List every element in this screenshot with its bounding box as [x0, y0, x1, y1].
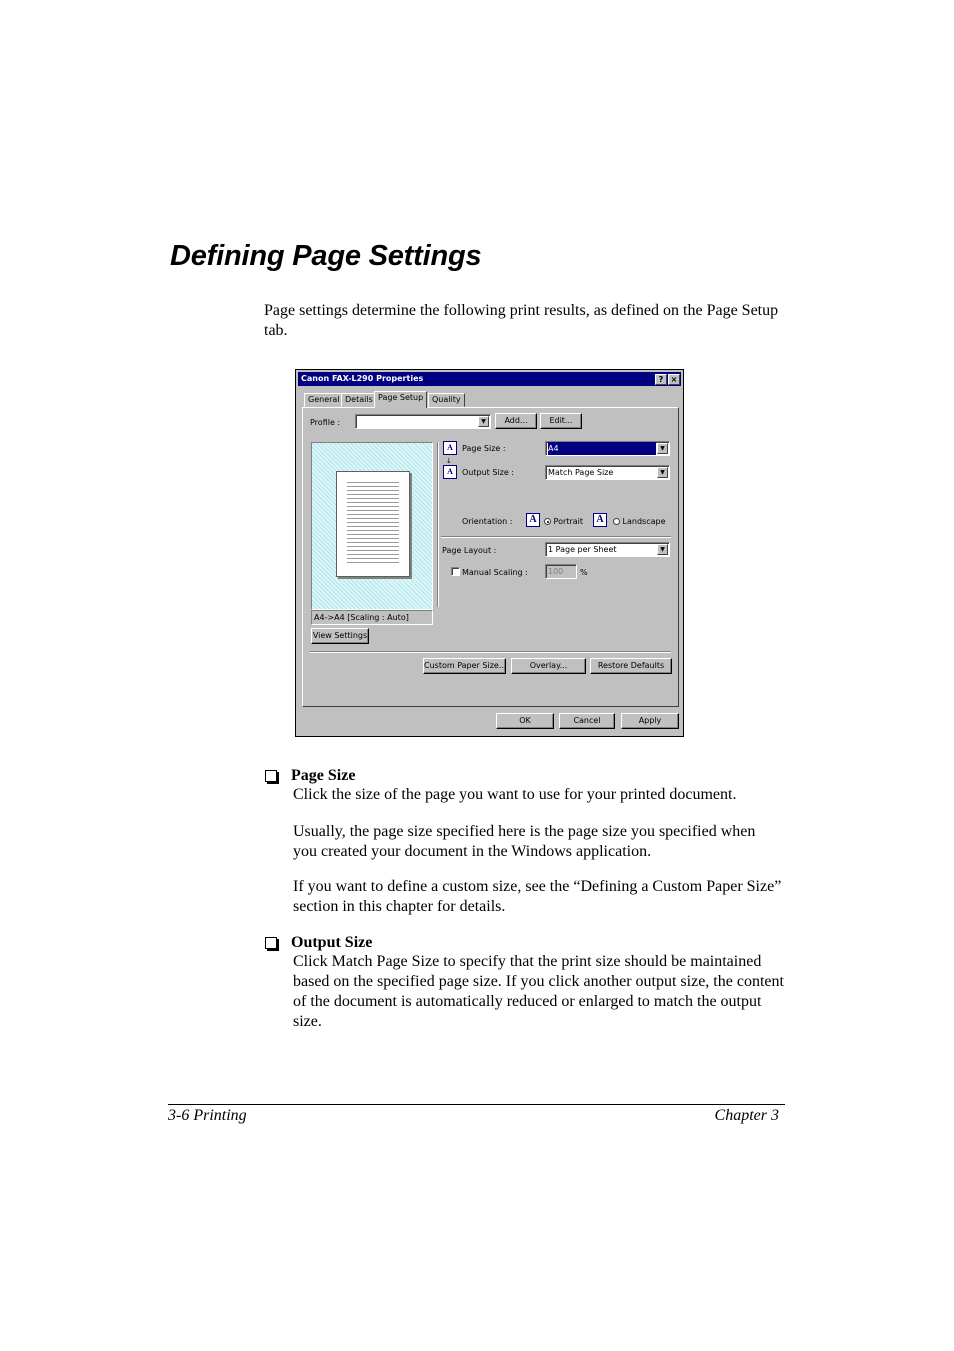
scaling-input[interactable]: 100 — [545, 564, 577, 579]
add-button[interactable]: Add... — [495, 413, 537, 429]
profile-select[interactable] — [355, 414, 491, 429]
page-size-icon: A — [443, 441, 457, 455]
arrow-down-icon: ↓ — [446, 457, 452, 465]
intro-paragraph: Page settings determine the following print results, as defined on the Page Setup tab. — [264, 302, 779, 339]
orientation-label: Orientation : — [462, 517, 513, 526]
page-size-para-1: Click the size of the page you want to use for your printed document. — [293, 786, 737, 803]
landscape-icon: A — [593, 513, 607, 527]
page-size-para-3: If you want to define a custom size, see the “Defining a Custom Paper Size” section in this chapter for details. — [293, 878, 782, 915]
tab-details[interactable]: Details — [341, 393, 377, 407]
chevron-down-icon[interactable]: ▼ — [478, 416, 489, 427]
preview-sheet — [336, 471, 410, 577]
properties-dialog — [295, 369, 684, 737]
landscape-radio[interactable] — [613, 518, 620, 525]
view-settings-button[interactable]: View Settings — [311, 628, 369, 644]
page-size-label: Page Size : — [462, 444, 506, 453]
section-title-page-size: Page Size — [291, 767, 356, 784]
portrait-option[interactable]: Portrait — [544, 517, 583, 527]
restore-defaults-button[interactable]: Restore Defaults — [590, 658, 672, 674]
manual-scaling-checkbox[interactable] — [451, 567, 460, 576]
page-size-para-2: Usually, the page size specified here is the page size you specified when you created your document in the Windows application. — [293, 823, 756, 860]
footer-right: Chapter 3 — [714, 1107, 779, 1124]
tab-quality[interactable]: Quality — [428, 393, 465, 407]
ok-button[interactable]: OK — [496, 713, 554, 729]
profile-label: Profile : — [310, 418, 341, 427]
page-layout-label: Page Layout : — [442, 546, 497, 555]
cancel-button[interactable]: Cancel — [559, 713, 615, 729]
bullet-icon — [265, 770, 277, 782]
output-size-icon: A — [443, 465, 457, 479]
layout-divider — [441, 536, 671, 538]
footer-left: 3-6 Printing — [168, 1107, 247, 1124]
preview-text-lines — [347, 482, 399, 564]
dialog-title: Canon FAX-L290 Properties — [301, 374, 424, 383]
bullet-icon — [265, 937, 277, 949]
preview-caption: A4->A4 [Scaling : Auto] — [311, 610, 433, 625]
dialog-titlebar — [298, 372, 681, 386]
overlay-button[interactable]: Overlay... — [511, 658, 586, 674]
page-preview — [311, 442, 433, 610]
output-size-select[interactable]: Match Page Size ▼ — [545, 465, 670, 480]
close-icon[interactable]: × — [668, 374, 680, 385]
apply-button[interactable]: Apply — [621, 713, 679, 729]
chevron-down-icon[interactable]: ▼ — [657, 544, 668, 555]
chevron-down-icon[interactable]: ▼ — [657, 443, 668, 454]
tab-general[interactable]: General — [304, 393, 344, 407]
edit-button[interactable]: Edit... — [540, 413, 582, 429]
output-size-para-1: Click Match Page Size to specify that the print size should be maintained based on the specified page size. If you click another output size, the content of the document is automatically reduced or enlarged to match the output size. — [293, 953, 784, 1030]
page-title: Defining Page Settings — [170, 240, 482, 272]
page-layout-select[interactable]: 1 Page per Sheet ▼ — [545, 542, 670, 557]
output-size-label: Output Size : — [462, 468, 514, 477]
percent-label: % — [580, 568, 588, 577]
vertical-divider — [437, 442, 439, 607]
chevron-down-icon[interactable]: ▼ — [657, 467, 668, 478]
bottom-divider — [310, 651, 671, 653]
footer-rule — [168, 1104, 785, 1105]
portrait-icon: A — [526, 513, 540, 527]
portrait-radio[interactable] — [544, 518, 551, 525]
landscape-option[interactable]: Landscape — [613, 517, 666, 527]
page-size-select[interactable]: A4 ▼ — [545, 441, 670, 456]
section-title-output-size: Output Size — [291, 934, 373, 951]
tab-page-setup[interactable]: Page Setup — [374, 391, 427, 408]
custom-paper-size-button[interactable]: Custom Paper Size... — [423, 658, 506, 674]
help-icon[interactable]: ? — [655, 374, 667, 385]
manual-scaling-label: Manual Scaling : — [462, 568, 528, 577]
